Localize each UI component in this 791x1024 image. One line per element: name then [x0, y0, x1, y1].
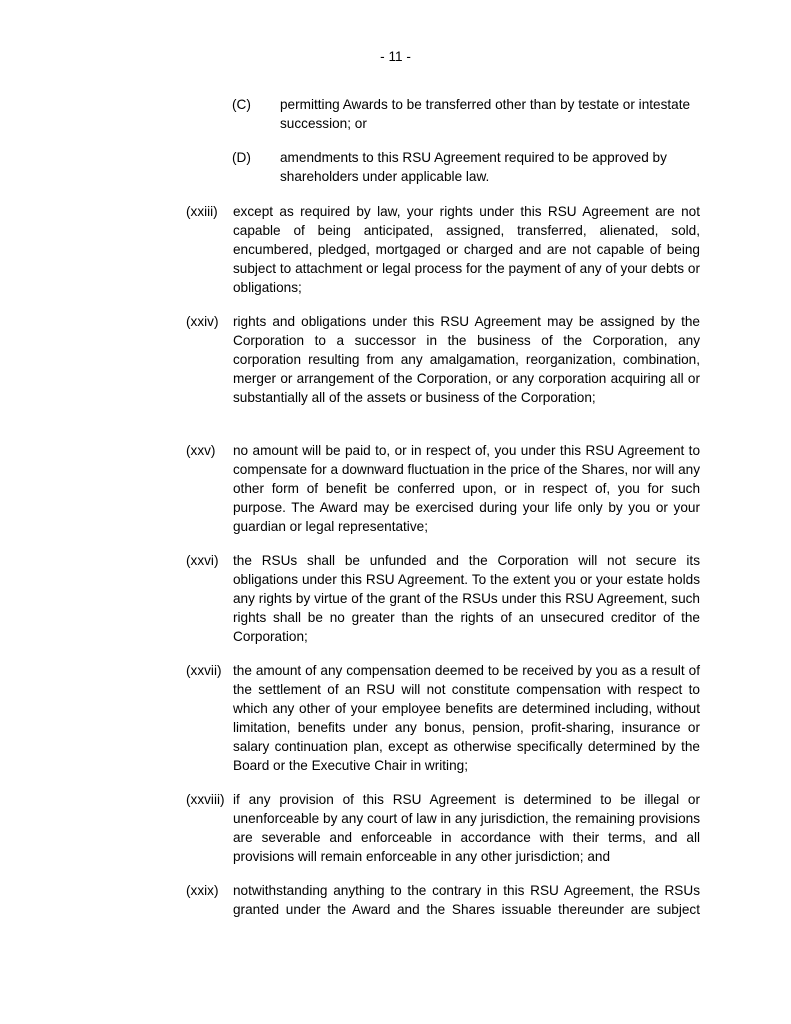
- clause-label: (xxv): [186, 443, 216, 458]
- sub-item-d: [232, 148, 702, 186]
- clause-text: rights and obligations under this RSU Agreement may be assigned by the Corporation to a successor in the business of the Corporation, any corporation resulting from any amalgamation, reorganization, combination, merger or arrangement of the Corporation, or any corporation acquiring all or substantially all of the assets or business of the Corporation;: [233, 314, 700, 405]
- clause-xxiv: [186, 312, 700, 407]
- clause-xxvii: [186, 661, 700, 775]
- clause-label: (xxvii): [186, 663, 222, 678]
- clause-xxviii: [186, 790, 700, 866]
- clause-text: no amount will be paid to, or in respect of, you under this RSU Agreement to compensate for a downward fluctuation in the price of the Shares, nor will any other form of benefit be conferred upon, or in respect of, you for such purpose. The Award may be exercised during your life only by you or your guardian or legal representative;: [233, 443, 700, 534]
- clause-text: notwithstanding anything to the contrary in this RSU Agreement, the RSUs granted under the Award and the Shares issuable thereunder are subject: [233, 883, 700, 917]
- clause-label: (xxix): [186, 883, 219, 898]
- clause-text: if any provision of this RSU Agreement is determined to be illegal or unenforceable by any court of law in any jurisdiction, the remaining provisions are severable and enforceable in accordance with their terms, and all provisions will remain enforceable in any other jurisdiction; and: [233, 792, 700, 864]
- clause-xxv: [186, 441, 700, 536]
- clause-text: except as required by law, your rights under this RSU Agreement are not capable of being anticipated, assigned, transferred, alienated, sold, encumbered, pledged, mortgaged or charged and are not capable of being subject to attachment or legal process for the payment of any of your debts or obligations;: [233, 204, 700, 295]
- clause-text: the RSUs shall be unfunded and the Corporation will not secure its obligations under this RSU Agreement. To the extent you or your estate holds any rights by virtue of the grant of the RSUs under this RSU Agreement, such rights shall be no greater than the rights of an unsecured creditor of the Corporation;: [233, 553, 700, 644]
- clause-label: (xxvi): [186, 553, 219, 568]
- clause-xxiii: [186, 202, 700, 297]
- sub-item-label: (C): [232, 97, 251, 112]
- sub-item-label: (D): [232, 150, 251, 165]
- sub-item-text: permitting Awards to be transferred other than by testate or intestate succession; or: [280, 97, 691, 131]
- clause-label: (xxiv): [186, 314, 219, 329]
- clause-label: (xxiii): [186, 204, 218, 219]
- clause-text: the amount of any compensation deemed to be received by you as a result of the settlement of an RSU will not constitute compensation with respect to which any other of your employee benefits are determined including, without limitation, benefits under any bonus, pension, profit-sharing, insurance or salary continuation plan, except as otherwise specifically determined by the Board or the Executive Chair in writing;: [233, 663, 700, 773]
- clause-label: (xxviii): [186, 792, 225, 807]
- clause-xxvi: [186, 551, 700, 646]
- page-number: - 11 -: [380, 49, 411, 64]
- clause-xxix: [186, 881, 700, 919]
- sub-item-text: amendments to this RSU Agreement required to be approved by shareholders under applicable law.: [280, 150, 667, 184]
- sub-item-c: [232, 95, 702, 133]
